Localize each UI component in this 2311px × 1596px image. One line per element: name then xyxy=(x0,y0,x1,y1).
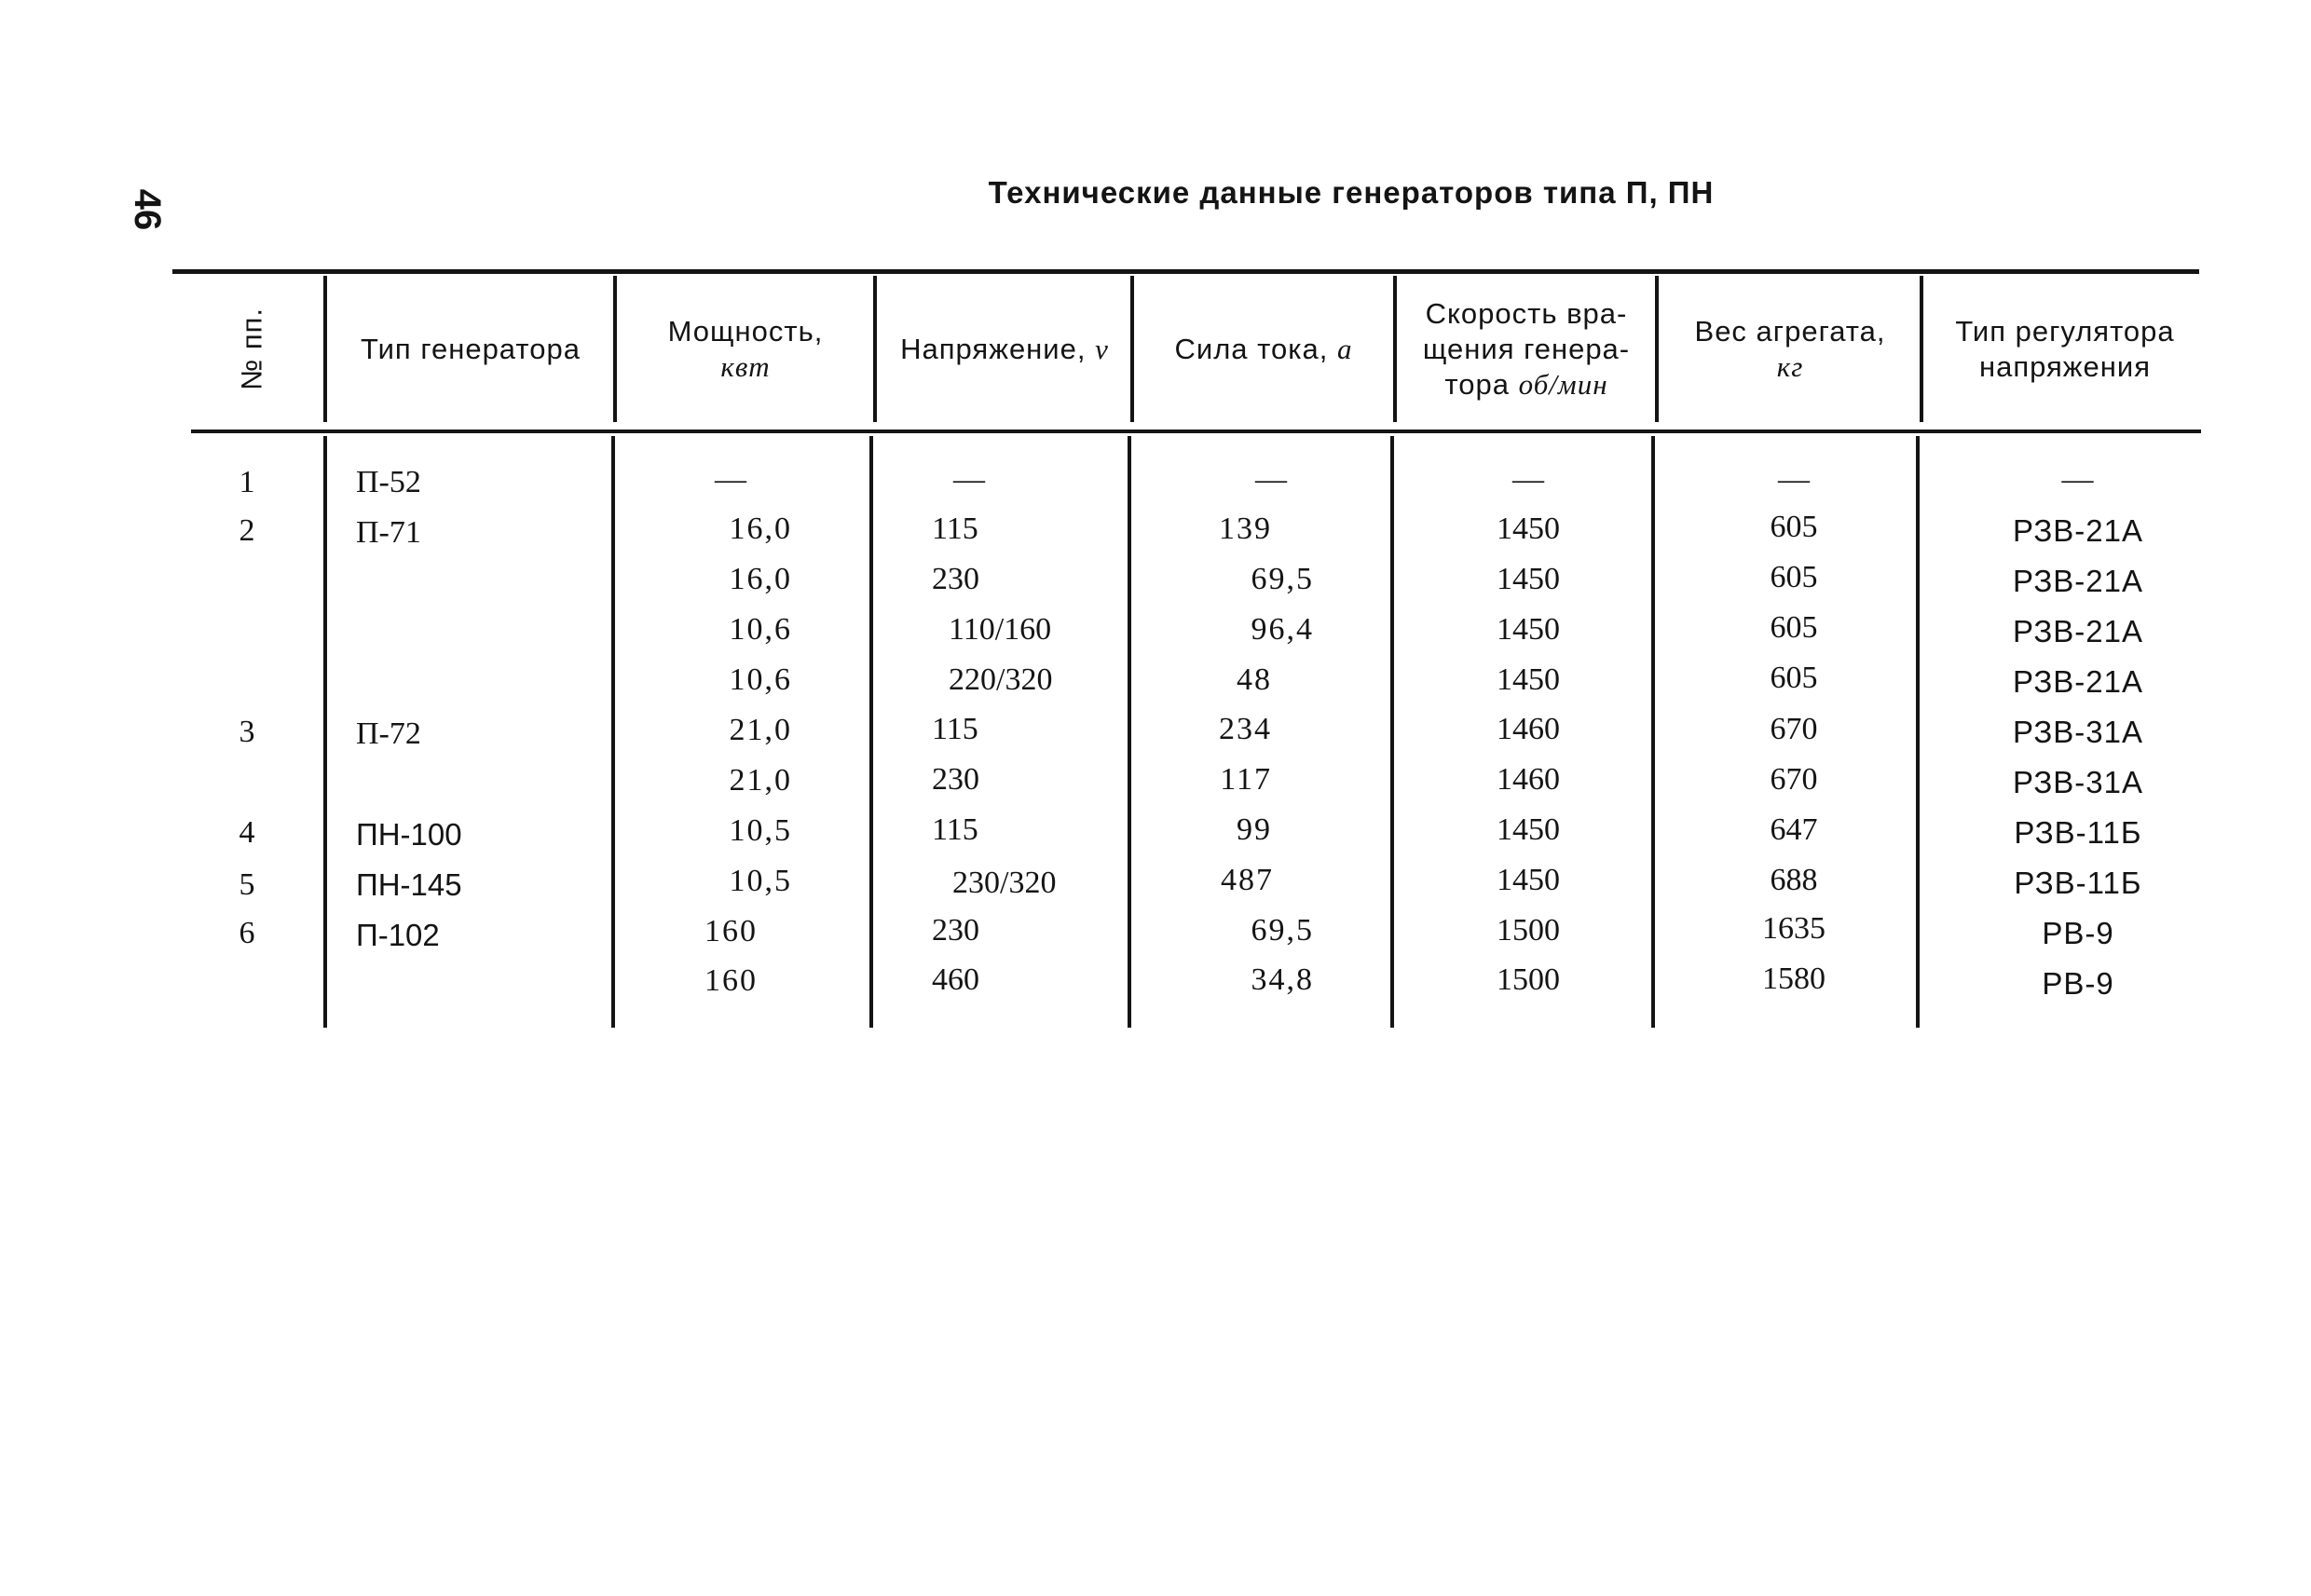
cell-speed: 1450 xyxy=(1497,562,1560,596)
cell-speed: 1450 xyxy=(1497,863,1560,897)
cell-voltage: 115 xyxy=(932,512,978,546)
cell-weight: 670 xyxy=(1770,712,1818,746)
cell-num: 6 xyxy=(239,916,255,950)
cell-voltage: 230/320 xyxy=(952,866,1057,900)
cell-speed: 1450 xyxy=(1497,612,1560,647)
cell-weight: 688 xyxy=(1770,863,1818,897)
cell-power: 21,0 xyxy=(729,763,792,798)
column-divider xyxy=(1393,276,1397,422)
column-divider xyxy=(1655,276,1659,422)
cell-current: 234 xyxy=(1219,712,1272,746)
cell-weight: 605 xyxy=(1770,560,1818,594)
cell-power: 10,6 xyxy=(729,612,792,647)
cell-power: 21,0 xyxy=(729,713,792,747)
cell-num: 5 xyxy=(239,867,255,902)
header-current xyxy=(1137,278,1390,420)
header-power-label: Мощность, xyxy=(667,314,824,348)
cell-regulator: РВ-9 xyxy=(2042,966,2114,1001)
header-speed-label-2: щения генера- xyxy=(1422,332,1631,365)
column-divider xyxy=(1651,436,1655,1028)
cell-voltage: 115 xyxy=(932,712,978,746)
cell-regulator: РЗВ-21А xyxy=(2013,564,2143,598)
header-weight xyxy=(1661,278,1919,420)
header-type-label: Тип генератора xyxy=(361,332,581,365)
cell-num: 4 xyxy=(239,815,255,850)
cell-voltage: 230 xyxy=(932,562,979,596)
cell-regulator: РЗВ-21А xyxy=(2013,513,2143,548)
header-num-label: № пп. xyxy=(235,307,267,391)
cell-power: 160 xyxy=(704,963,758,998)
header-speed xyxy=(1400,278,1653,420)
cell-weight: 605 xyxy=(1770,510,1818,544)
cell-voltage: 110/160 xyxy=(949,612,1052,647)
cell-regulator: РЗВ-11Б xyxy=(2014,815,2142,850)
cell-type: П-72 xyxy=(356,716,421,751)
column-divider xyxy=(1390,436,1394,1028)
cell-type: ПН-145 xyxy=(356,867,462,902)
cell-num: 1 xyxy=(239,465,255,499)
column-divider xyxy=(323,436,327,1028)
cell-current: 96,4 xyxy=(1251,612,1314,647)
cell-regulator: РЗВ-31А xyxy=(2013,765,2143,799)
header-speed-label-3: тора xyxy=(1444,367,1510,401)
column-divider xyxy=(323,276,327,422)
header-speed-label-1: Скорость вра- xyxy=(1425,296,1628,330)
column-divider xyxy=(613,276,617,422)
cell-current: 117 xyxy=(1220,762,1272,797)
header-current-unit: а xyxy=(1336,332,1353,365)
header-weight-unit: кг xyxy=(1776,349,1804,383)
cell-speed: 1450 xyxy=(1497,812,1560,847)
header-num xyxy=(181,275,323,424)
header-voltage-unit: v xyxy=(1095,332,1109,365)
cell-voltage: — xyxy=(953,462,985,497)
cell-power: 160 xyxy=(704,914,758,948)
cell-power: 10,5 xyxy=(729,864,792,898)
cell-power: 10,6 xyxy=(729,662,792,697)
column-divider xyxy=(611,436,615,1028)
column-divider xyxy=(869,436,873,1028)
cell-current: 487 xyxy=(1221,863,1274,897)
cell-regulator: — xyxy=(2061,462,2095,497)
cell-current: 69,5 xyxy=(1251,913,1314,948)
header-regulator-label-1: Тип регулятора xyxy=(1955,314,2175,348)
cell-weight: 1580 xyxy=(1762,962,1826,996)
cell-regulator: РВ-9 xyxy=(2042,916,2114,950)
cell-regulator: РЗВ-11Б xyxy=(2014,866,2142,900)
column-divider xyxy=(1130,276,1134,422)
column-divider xyxy=(873,276,877,422)
cell-power: — xyxy=(715,462,748,497)
cell-current: 139 xyxy=(1219,512,1272,546)
cell-voltage: 220/320 xyxy=(949,662,1053,697)
header-type xyxy=(331,278,610,420)
header-weight-label: Вес агрегата, xyxy=(1694,314,1886,348)
header-power xyxy=(620,278,871,420)
cell-num: 3 xyxy=(239,715,255,749)
cell-voltage: 460 xyxy=(932,962,979,997)
cell-power: 16,0 xyxy=(729,512,792,546)
cell-type: П-71 xyxy=(356,515,421,550)
page-title: Технические данные генераторов типа П, ПН xyxy=(988,175,1715,210)
cell-type: П-102 xyxy=(356,918,440,952)
cell-weight: 647 xyxy=(1770,812,1818,847)
cell-voltage: 115 xyxy=(932,812,978,847)
header-voltage-label: Напряжение, xyxy=(900,332,1087,365)
cell-regulator: РЗВ-31А xyxy=(2013,715,2143,749)
cell-type: П-52 xyxy=(356,465,421,499)
table-header-rule xyxy=(191,430,2201,433)
cell-current: 48 xyxy=(1237,662,1272,697)
cell-speed: 1460 xyxy=(1497,712,1560,746)
header-speed-unit: об/мин xyxy=(1518,367,1608,401)
cell-current: 69,5 xyxy=(1251,562,1314,596)
cell-speed: 1450 xyxy=(1497,662,1560,697)
header-voltage xyxy=(880,278,1129,420)
cell-weight: — xyxy=(1778,462,1810,497)
header-power-unit: квт xyxy=(720,349,771,383)
column-divider xyxy=(1916,436,1920,1028)
cell-weight: 1635 xyxy=(1762,911,1826,946)
header-current-label: Сила тока, xyxy=(1174,332,1329,365)
column-divider xyxy=(1920,276,1923,422)
cell-speed: 1450 xyxy=(1497,512,1560,546)
header-regulator-label-2: напряжения xyxy=(1978,349,2151,383)
cell-weight: 605 xyxy=(1770,661,1818,695)
cell-num: 2 xyxy=(239,513,255,548)
cell-weight: 605 xyxy=(1770,610,1818,645)
cell-speed: 1500 xyxy=(1497,913,1560,948)
cell-voltage: 230 xyxy=(932,762,979,797)
page-number: 46 xyxy=(127,188,168,231)
cell-power: 10,5 xyxy=(729,813,792,848)
cell-regulator: РЗВ-21А xyxy=(2013,664,2143,699)
cell-regulator: РЗВ-21А xyxy=(2013,614,2143,648)
cell-current: 99 xyxy=(1237,812,1272,847)
column-divider xyxy=(1128,436,1131,1028)
header-regulator xyxy=(1925,278,2205,420)
table-top-rule xyxy=(172,269,2199,274)
cell-speed: — xyxy=(1512,462,1544,497)
cell-current: — xyxy=(1255,462,1289,497)
cell-voltage: 230 xyxy=(932,913,979,948)
cell-type: ПН-100 xyxy=(356,817,462,852)
cell-speed: 1500 xyxy=(1497,962,1560,997)
cell-current: 34,8 xyxy=(1251,962,1314,997)
cell-speed: 1460 xyxy=(1497,762,1560,797)
cell-weight: 670 xyxy=(1770,762,1818,797)
cell-power: 16,0 xyxy=(729,562,792,596)
